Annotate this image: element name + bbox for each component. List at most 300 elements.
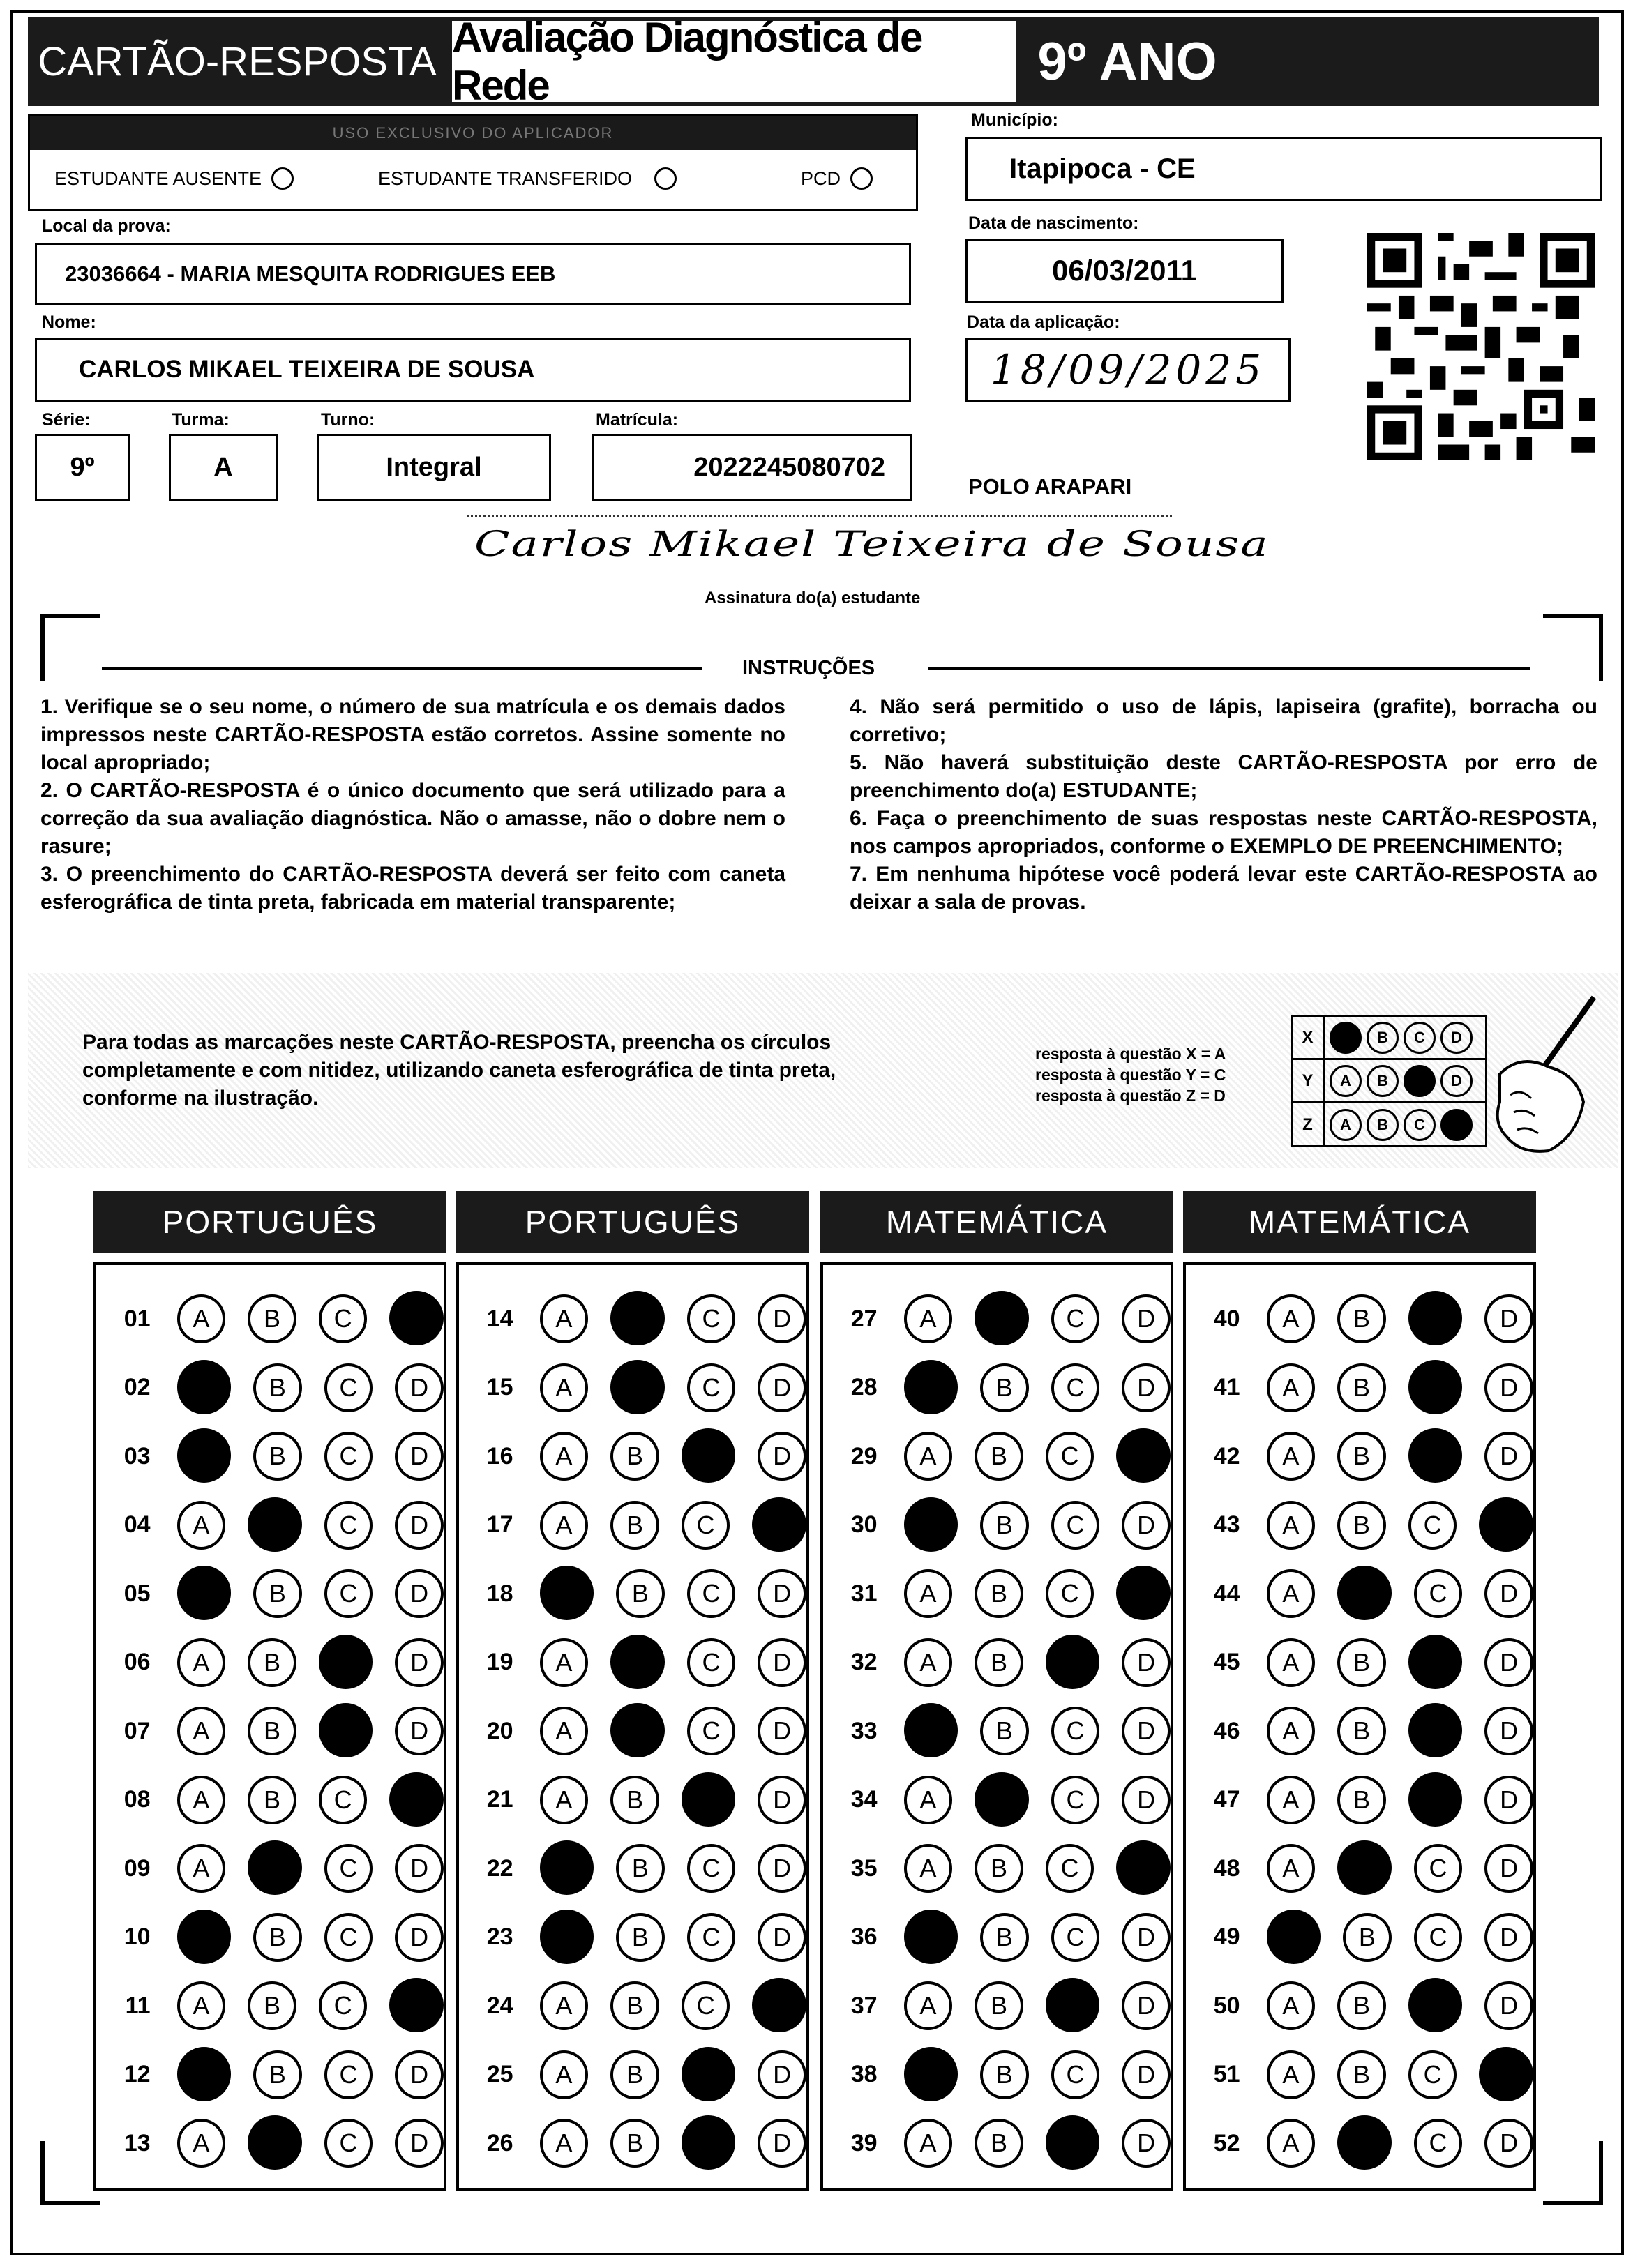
answer-bubble-c[interactable]: C	[1051, 1707, 1100, 1755]
answer-bubble-d[interactable]	[1479, 2047, 1533, 2101]
answer-bubble-d[interactable]: D	[1122, 1707, 1171, 1755]
answer-bubble-a[interactable]: A	[1267, 1707, 1316, 1755]
instruction-2: 2. O CARTÃO-RESPOSTA é o único documento que será utilizado para a correção da sua avaliação diagnóstica. Não o amasse, não o dobre nem o rasure;	[40, 779, 785, 858]
answer-bubble-c[interactable]: C	[1414, 1844, 1463, 1893]
answer-bubble-b[interactable]: B	[610, 1432, 659, 1481]
answer-bubble-a[interactable]: A	[1267, 1294, 1316, 1343]
answer-bubble-a[interactable]: A	[540, 1776, 589, 1824]
answer-bubble-b[interactable]: B	[980, 2050, 1029, 2099]
pcd-option[interactable]	[801, 167, 873, 190]
answer-bubble-d[interactable]: D	[395, 1363, 444, 1412]
answer-bubble-c[interactable]	[682, 2115, 736, 2170]
answer-bubble-a[interactable]: A	[1267, 2050, 1316, 2099]
answer-bubble-a[interactable]: A	[1267, 1501, 1316, 1550]
question-row	[823, 1285, 1171, 1353]
question-number: 39	[850, 2129, 878, 2156]
answer-bubble-c[interactable]: C	[687, 1294, 736, 1343]
aplicacao-label: Data da aplicação:	[967, 312, 1120, 332]
answer-bubble-a[interactable]: A	[177, 1294, 226, 1343]
answer-bubble-a[interactable]: A	[540, 1501, 589, 1550]
question-row	[1186, 1422, 1533, 1490]
municipio-label: Município:	[971, 110, 1058, 130]
answer-bubble-c[interactable]: C	[324, 1569, 373, 1618]
answer-bubble-c[interactable]	[1046, 2115, 1100, 2170]
qr-code-icon	[1367, 233, 1595, 460]
question-number: 52	[1213, 2129, 1240, 2156]
answer-bubble-a[interactable]: A	[177, 1776, 226, 1824]
instruction-4: 4. Não será permitido o uso de lápis, lapiseira (grafite), borracha ou corretivo;	[850, 695, 1597, 746]
polo-text: POLO ARAPARI	[968, 474, 1132, 499]
answer-bubble-a[interactable]	[177, 1360, 232, 1414]
answer-bubble-c[interactable]	[1408, 1360, 1463, 1414]
answer-bubble-d[interactable]: D	[1484, 1707, 1533, 1755]
answer-bubble-a[interactable]: A	[177, 1638, 226, 1687]
answer-bubble-a[interactable]: A	[540, 1294, 589, 1343]
answer-bubble-c[interactable]: C	[1408, 1501, 1457, 1550]
answer-bubble-a[interactable]: A	[904, 1981, 953, 2030]
question-row	[823, 1766, 1171, 1834]
answer-bubble-a[interactable]: A	[1267, 1981, 1316, 2030]
answer-bubble-c[interactable]	[1408, 1291, 1463, 1345]
answer-bubble-a[interactable]: A	[1267, 1638, 1316, 1687]
answer-bubble-d[interactable]: D	[1484, 1363, 1533, 1412]
question-row	[823, 1422, 1171, 1490]
answer-bubble-a[interactable]	[904, 1497, 958, 1552]
answer-bubble-c[interactable]: C	[324, 2050, 373, 2099]
answer-bubble-b[interactable]: B	[616, 1844, 665, 1893]
question-row	[96, 1422, 444, 1490]
answer-bubble-d[interactable]	[389, 1291, 444, 1345]
question-number: 01	[123, 1305, 151, 1332]
subject-answer-box	[820, 1262, 1173, 2191]
answer-bubble-a[interactable]: A	[904, 1294, 953, 1343]
example-grid	[1291, 1015, 1487, 1147]
answer-bubble-a[interactable]: A	[540, 1638, 589, 1687]
question-number: 33	[850, 1717, 878, 1744]
answer-bubble-b[interactable]: B	[248, 1776, 296, 1824]
answer-bubble-b[interactable]: B	[975, 1844, 1023, 1893]
serie-value: 9º	[70, 452, 95, 482]
answer-bubble-c[interactable]	[319, 1635, 373, 1689]
answer-bubble-c[interactable]: C	[1051, 1913, 1100, 1962]
answer-bubble-b[interactable]	[975, 1291, 1029, 1345]
question-row	[1186, 2041, 1533, 2109]
answer-bubble-d[interactable]: D	[1122, 1638, 1171, 1687]
answer-bubble-b[interactable]: B	[980, 1707, 1029, 1755]
answer-bubble-d[interactable]: D	[1122, 2050, 1171, 2099]
answer-bubble-c[interactable]: C	[324, 1432, 373, 1481]
answer-bubble-b[interactable]: B	[610, 2050, 659, 2099]
question-row	[96, 1285, 444, 1353]
answer-bubble-a[interactable]: A	[177, 2119, 226, 2168]
answer-bubble-d[interactable]: D	[1122, 1363, 1171, 1412]
answer-bubble-b[interactable]: B	[610, 2119, 659, 2168]
example-bubble-d: D	[1440, 1022, 1473, 1054]
answer-bubble-b[interactable]: B	[248, 1294, 296, 1343]
answer-bubble-a[interactable]: A	[1267, 1844, 1316, 1893]
answer-bubble-d[interactable]: D	[1484, 2119, 1533, 2168]
answer-bubble-c[interactable]: C	[319, 1776, 368, 1824]
answer-bubble-b[interactable]	[610, 1703, 665, 1757]
answer-bubble-a[interactable]: A	[904, 1638, 953, 1687]
answer-bubble-d[interactable]: D	[1484, 1981, 1533, 2030]
answer-bubble-c[interactable]: C	[1051, 1363, 1100, 1412]
question-row	[459, 1903, 806, 1972]
answer-bubble-d[interactable]	[1116, 1840, 1171, 1895]
example-row	[1293, 1017, 1485, 1060]
question-number: 25	[486, 2061, 513, 2087]
example-bubble-d	[1440, 1109, 1473, 1141]
answer-bubble-c[interactable]	[1408, 1635, 1463, 1689]
pcd-circle[interactable]	[850, 167, 873, 190]
answer-bubble-b[interactable]: B	[616, 1569, 665, 1618]
answer-bubble-d[interactable]: D	[1484, 1844, 1533, 1893]
answer-bubble-d[interactable]: D	[758, 1844, 806, 1893]
answer-bubble-c[interactable]: C	[1051, 1294, 1100, 1343]
answer-bubble-a[interactable]: A	[540, 1363, 589, 1412]
answer-bubble-c[interactable]: C	[1051, 2050, 1100, 2099]
answer-bubble-d[interactable]: D	[1484, 1776, 1533, 1824]
answer-bubble-a[interactable]	[177, 1428, 232, 1483]
question-row	[459, 1285, 806, 1353]
question-number: 17	[486, 1511, 513, 1538]
answer-bubble-b[interactable]: B	[975, 1432, 1023, 1481]
serie-field	[35, 434, 130, 501]
answer-bubble-a[interactable]	[540, 1566, 594, 1620]
answer-bubble-a[interactable]: A	[1267, 1432, 1316, 1481]
answer-bubble-b[interactable]: B	[1337, 1638, 1386, 1687]
instructions-right	[850, 693, 1597, 916]
answer-bubble-a[interactable]: A	[904, 1569, 953, 1618]
answer-bubble-b[interactable]: B	[1337, 1294, 1386, 1343]
answer-bubble-d[interactable]: D	[1122, 1501, 1171, 1550]
instructions-title: INSTRUÇÕES	[742, 657, 875, 679]
answer-bubble-a[interactable]: A	[177, 1501, 226, 1550]
answer-bubble-c[interactable]	[1408, 1772, 1463, 1827]
question-row	[823, 1697, 1171, 1765]
question-number: 18	[486, 1580, 513, 1607]
answer-bubble-d[interactable]: D	[395, 1707, 444, 1755]
answer-bubble-c[interactable]: C	[682, 1981, 730, 2030]
answer-bubble-c[interactable]: C	[1046, 1569, 1094, 1618]
answer-bubble-b[interactable]	[975, 1772, 1029, 1827]
example-row	[1293, 1060, 1485, 1103]
answer-bubble-c[interactable]	[682, 1772, 736, 1827]
turma-value: A	[213, 452, 233, 482]
answer-bubble-d[interactable]: D	[395, 1913, 444, 1962]
answer-bubble-a[interactable]	[904, 1360, 958, 1414]
answer-bubble-c[interactable]: C	[1051, 1501, 1100, 1550]
question-row	[823, 1559, 1171, 1628]
answer-bubble-c[interactable]: C	[324, 1844, 373, 1893]
answer-bubble-b[interactable]	[1337, 2115, 1392, 2170]
answer-bubble-c[interactable]: C	[324, 2119, 373, 2168]
answer-bubble-a[interactable]: A	[1267, 2119, 1316, 2168]
answer-bubble-b[interactable]	[610, 1291, 665, 1345]
answer-bubble-c[interactable]	[1046, 1978, 1100, 2032]
instruction-3: 3. O preenchimento do CARTÃO-RESPOSTA deverá ser feito com caneta esferográfica de tinta preta, fabricada em material transparente;	[40, 863, 785, 914]
answer-bubble-a[interactable]: A	[904, 1844, 953, 1893]
answer-bubble-d[interactable]: D	[1484, 1913, 1533, 1962]
answer-bubble-d[interactable]: D	[1122, 1981, 1171, 2030]
question-row	[1186, 1766, 1533, 1834]
answer-bubble-c[interactable]: C	[324, 1913, 373, 1962]
question-row	[1186, 1491, 1533, 1559]
answer-bubble-d[interactable]: D	[758, 1638, 806, 1687]
answer-bubble-d[interactable]: D	[758, 1913, 806, 1962]
answer-bubble-b[interactable]: B	[253, 1913, 302, 1962]
answer-bubble-a[interactable]	[904, 1703, 958, 1757]
answer-bubble-d[interactable]: D	[1122, 1776, 1171, 1824]
question-row	[96, 1834, 444, 1903]
answer-bubble-b[interactable]	[248, 1497, 302, 1552]
transferred-option[interactable]	[378, 167, 677, 190]
answer-bubble-b[interactable]: B	[1337, 1363, 1386, 1412]
answer-bubble-c[interactable]: C	[1046, 1432, 1094, 1481]
answer-bubble-b[interactable]: B	[975, 1569, 1023, 1618]
answer-bubble-d[interactable]: D	[395, 2050, 444, 2099]
answer-bubble-b[interactable]	[1337, 1566, 1392, 1620]
absent-option[interactable]	[54, 167, 294, 190]
instruction-6: 6. Faça o preenchimento de suas respostas neste CARTÃO-RESPOSTA, nos campos apropriados, conforme o EXEMPLO DE PREENCHIMENTO;	[850, 807, 1597, 858]
exam-title: Avaliação Diagnóstica de Rede	[452, 21, 1016, 102]
example-row-label: Y	[1293, 1060, 1325, 1101]
answer-bubble-d[interactable]	[752, 1497, 806, 1552]
answer-bubble-b[interactable]	[248, 1840, 302, 1895]
answer-bubble-b[interactable]: B	[975, 2119, 1023, 2168]
answer-bubble-d[interactable]: D	[758, 2050, 806, 2099]
answer-bubble-a[interactable]: A	[1267, 1569, 1316, 1618]
answer-bubble-a[interactable]	[1267, 1910, 1321, 1964]
answer-bubble-d[interactable]: D	[1484, 1294, 1533, 1343]
answer-bubble-c[interactable]	[1408, 1978, 1463, 2032]
answer-bubble-c[interactable]: C	[1414, 1569, 1463, 1618]
answer-bubble-c[interactable]: C	[687, 1844, 736, 1893]
question-number: 21	[486, 1786, 513, 1813]
answer-bubble-d[interactable]	[1116, 1566, 1171, 1620]
grade-title: 9º ANO	[1037, 31, 1217, 91]
answer-bubble-d[interactable]: D	[395, 1569, 444, 1618]
answer-bubble-b[interactable]	[610, 1635, 665, 1689]
answer-bubble-c[interactable]: C	[682, 1501, 730, 1550]
answer-bubble-d[interactable]: D	[395, 1638, 444, 1687]
answer-bubble-c[interactable]	[319, 1703, 373, 1757]
question-number: 42	[1213, 1442, 1240, 1469]
name-field	[35, 338, 911, 402]
answer-bubble-a[interactable]: A	[540, 2119, 589, 2168]
answer-bubble-a[interactable]	[904, 1910, 958, 1964]
answer-bubble-a[interactable]: A	[540, 2050, 589, 2099]
answer-bubble-c[interactable]: C	[687, 1913, 736, 1962]
instruction-7: 7. Em nenhuma hipótese você poderá levar este CARTÃO-RESPOSTA ao deixar a sala de provas.	[850, 863, 1597, 914]
answer-bubble-d[interactable]: D	[758, 1432, 806, 1481]
answer-bubble-a[interactable]	[904, 2047, 958, 2101]
answer-bubble-b[interactable]	[610, 1360, 665, 1414]
answer-bubble-b[interactable]: B	[253, 1569, 302, 1618]
question-number: 50	[1213, 1992, 1240, 2019]
answer-bubble-b[interactable]: B	[248, 1981, 296, 2030]
answer-bubble-b[interactable]: B	[1337, 1707, 1386, 1755]
answer-bubble-d[interactable]: D	[1484, 1569, 1533, 1618]
answer-bubble-a[interactable]: A	[904, 1776, 953, 1824]
answer-bubble-a[interactable]: A	[177, 1844, 226, 1893]
transferred-circle[interactable]	[654, 167, 677, 190]
corner-top-left	[40, 614, 100, 681]
answer-bubble-b[interactable]: B	[975, 1981, 1023, 2030]
answer-bubble-a[interactable]: A	[177, 1981, 226, 2030]
answer-bubble-a[interactable]: A	[177, 1707, 226, 1755]
answer-bubble-a[interactable]	[177, 2047, 232, 2101]
answer-bubble-a[interactable]	[540, 1840, 594, 1895]
answer-bubble-a[interactable]: A	[540, 1432, 589, 1481]
answer-bubble-d[interactable]	[752, 1978, 806, 2032]
question-row	[823, 1354, 1171, 1422]
question-row	[459, 2041, 806, 2109]
answer-bubble-d[interactable]	[1116, 1428, 1171, 1483]
answer-bubble-b[interactable]: B	[1337, 1776, 1386, 1824]
answer-bubble-d[interactable]: D	[1122, 1294, 1171, 1343]
answer-bubble-c[interactable]	[1408, 1428, 1463, 1483]
answer-bubble-c[interactable]: C	[1414, 2119, 1463, 2168]
question-number: 10	[123, 1923, 151, 1950]
answer-bubble-d[interactable]: D	[758, 1776, 806, 1824]
answer-bubble-d[interactable]	[389, 1772, 444, 1827]
answer-bubble-b[interactable]: B	[248, 1707, 296, 1755]
answer-bubble-a[interactable]	[177, 1566, 232, 1620]
answer-bubble-b[interactable]: B	[980, 1363, 1029, 1412]
nascimento-label: Data de nascimento:	[968, 213, 1139, 233]
subject-header: MATEMÁTICA	[820, 1191, 1173, 1253]
answer-bubble-b[interactable]	[248, 2115, 302, 2170]
question-number: 29	[850, 1442, 878, 1469]
municipio-field	[965, 137, 1602, 201]
answer-bubble-c[interactable]: C	[687, 1638, 736, 1687]
answer-bubble-d[interactable]: D	[758, 1363, 806, 1412]
answer-bubble-c[interactable]	[1046, 1635, 1100, 1689]
answer-bubble-d[interactable]	[389, 1978, 444, 2032]
answer-bubble-c[interactable]: C	[1408, 2050, 1457, 2099]
answer-bubble-b[interactable]: B	[1337, 1501, 1386, 1550]
answer-bubble-d[interactable]: D	[758, 1294, 806, 1343]
absent-circle[interactable]	[271, 167, 294, 190]
answer-bubble-d[interactable]: D	[1484, 1638, 1533, 1687]
example-bubble-a: A	[1330, 1109, 1362, 1141]
example-text: Para todas as marcações neste CARTÃO-RESPOSTA, preencha os círculos completamente e com nitidez, utilizando caneta esferográfica de tinta preta, conforme na ilustração.	[82, 1031, 836, 1110]
answer-bubble-c[interactable]: C	[1046, 1844, 1094, 1893]
answer-bubble-a[interactable]: A	[904, 1432, 953, 1481]
answer-bubble-c[interactable]	[682, 2047, 736, 2101]
question-number: 31	[850, 1580, 878, 1607]
question-row	[96, 1903, 444, 1972]
answer-bubble-a[interactable]: A	[904, 2119, 953, 2168]
answer-bubble-d[interactable]: D	[395, 1432, 444, 1481]
answer-bubble-b[interactable]: B	[253, 1363, 302, 1412]
answer-bubble-c[interactable]: C	[319, 1981, 368, 2030]
example-bubble-a: A	[1330, 1065, 1362, 1097]
answer-bubble-c[interactable]: C	[1051, 1776, 1100, 1824]
answer-bubble-a[interactable]	[177, 1910, 232, 1964]
answer-bubble-b[interactable]: B	[980, 1501, 1029, 1550]
answer-bubble-d[interactable]: D	[1122, 2119, 1171, 2168]
question-row	[1186, 1285, 1533, 1353]
answer-bubble-b[interactable]: B	[1337, 1432, 1386, 1481]
answer-bubble-d[interactable]: D	[1484, 1432, 1533, 1481]
answer-bubble-b[interactable]: B	[1337, 2050, 1386, 2099]
answer-bubble-a[interactable]: A	[1267, 1363, 1316, 1412]
answer-bubble-c[interactable]: C	[687, 1363, 736, 1412]
answer-bubble-a[interactable]: A	[540, 1981, 589, 2030]
answer-bubble-d[interactable]: D	[395, 2119, 444, 2168]
answer-bubble-d[interactable]: D	[1122, 1913, 1171, 1962]
pen-hand-icon	[1472, 990, 1604, 1158]
example-bubble-c	[1404, 1065, 1436, 1097]
subject-header: PORTUGUÊS	[93, 1191, 446, 1253]
question-number: 35	[850, 1854, 878, 1882]
question-number: 34	[850, 1786, 878, 1813]
answer-bubble-b[interactable]: B	[1337, 1981, 1386, 2030]
answer-bubble-a[interactable]	[540, 1910, 594, 1964]
answer-bubble-b[interactable]: B	[253, 2050, 302, 2099]
nascimento-value: 06/03/2011	[1052, 254, 1197, 287]
answer-bubble-d[interactable]: D	[758, 2119, 806, 2168]
answer-bubble-b[interactable]: B	[980, 1913, 1029, 1962]
answer-bubble-d[interactable]	[1479, 1497, 1533, 1552]
answer-bubble-c[interactable]	[1408, 1703, 1463, 1757]
question-number: 30	[850, 1511, 878, 1538]
answer-bubble-a[interactable]: A	[540, 1707, 589, 1755]
answer-bubble-d[interactable]: D	[758, 1569, 806, 1618]
answer-bubble-a[interactable]: A	[1267, 1776, 1316, 1824]
answer-bubble-b[interactable]: B	[248, 1638, 296, 1687]
answer-bubble-c[interactable]: C	[687, 1707, 736, 1755]
question-row	[96, 1628, 444, 1697]
question-number: 09	[123, 1854, 151, 1882]
answer-bubble-c[interactable]: C	[319, 1294, 368, 1343]
question-number: 19	[486, 1649, 513, 1675]
question-number: 28	[850, 1374, 878, 1400]
answer-bubble-d[interactable]: D	[758, 1707, 806, 1755]
answer-bubble-c[interactable]	[682, 1428, 736, 1483]
subject-answer-box	[1183, 1262, 1536, 2191]
answer-bubble-c[interactable]: C	[324, 1501, 373, 1550]
question-row	[96, 1697, 444, 1765]
aplicacao-field[interactable]	[965, 338, 1291, 402]
answer-bubble-c[interactable]: C	[687, 1569, 736, 1618]
card-title: CARTÃO-RESPOSTA	[38, 38, 437, 84]
answer-bubble-b[interactable]: B	[610, 1981, 659, 2030]
answer-bubble-b[interactable]: B	[610, 1501, 659, 1550]
question-number: 49	[1213, 1923, 1240, 1950]
answer-bubble-b[interactable]: B	[1343, 1913, 1392, 1962]
answer-bubble-d[interactable]: D	[395, 1844, 444, 1893]
answer-bubble-d[interactable]: D	[395, 1501, 444, 1550]
example-bubble-d: D	[1440, 1065, 1473, 1097]
answer-bubble-b[interactable]: B	[975, 1638, 1023, 1687]
question-row	[1186, 2109, 1533, 2177]
answer-bubble-b[interactable]: B	[610, 1776, 659, 1824]
turno-label: Turno:	[321, 410, 375, 430]
answer-bubble-c[interactable]: C	[324, 1363, 373, 1412]
answer-bubble-b[interactable]: B	[616, 1913, 665, 1962]
municipio-value: Itapipoca - CE	[1009, 153, 1196, 184]
question-number: 13	[123, 2129, 151, 2156]
answer-bubble-b[interactable]	[1337, 1840, 1392, 1895]
transferred-label: ESTUDANTE TRANSFERIDO	[378, 167, 633, 189]
question-number: 37	[850, 1992, 878, 2019]
answer-bubble-b[interactable]: B	[253, 1432, 302, 1481]
question-row	[823, 1834, 1171, 1903]
answer-bubble-c[interactable]: C	[1414, 1913, 1463, 1962]
